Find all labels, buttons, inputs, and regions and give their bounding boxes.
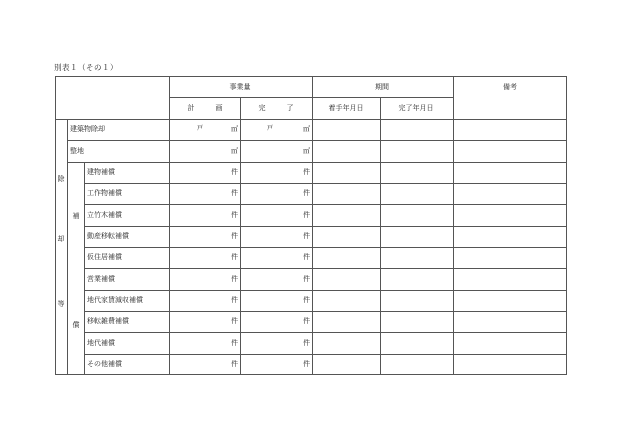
done-unit: 件 — [303, 189, 310, 198]
row-label: 動産移転補償 — [87, 231, 129, 240]
plan-unit: 件 — [231, 253, 238, 262]
plan-unit: ㎡ — [231, 125, 238, 134]
row-divider — [84, 311, 567, 312]
plan-unit: 件 — [231, 317, 238, 326]
side-label-sho: 償 — [72, 321, 80, 329]
plan-unit: 件 — [231, 338, 238, 347]
header-jigyoryo: 事業量 — [229, 83, 251, 91]
done-unit: 件 — [303, 295, 310, 304]
row-label: 工作物補償 — [87, 189, 122, 198]
header-divider — [169, 97, 453, 98]
header-chakushu: 着手年月日 — [328, 104, 364, 112]
row-label: 移転雑費補償 — [87, 317, 129, 326]
row-divider — [67, 140, 567, 141]
done-unit: 件 — [303, 338, 310, 347]
plan-prefix: 戸 — [197, 125, 204, 133]
row-divider — [84, 183, 567, 184]
row-label: 仮住居補償 — [87, 253, 122, 262]
side-label-jo: 除 — [57, 175, 65, 183]
done-unit: 件 — [303, 210, 310, 219]
header-bottom-rule — [55, 119, 567, 120]
row-divider — [67, 162, 567, 163]
row-divider — [84, 332, 567, 333]
plan-unit: 件 — [231, 274, 238, 283]
done-unit: 件 — [303, 253, 310, 262]
row-divider — [84, 290, 567, 291]
header-keikaku: 計 画 — [187, 104, 223, 112]
project-table — [55, 76, 567, 375]
header-kikan: 期間 — [375, 83, 389, 91]
row-label: 地代補償 — [87, 338, 115, 347]
plan-unit: 件 — [231, 167, 238, 176]
row-divider — [84, 226, 567, 227]
row-label: 整地 — [70, 146, 84, 155]
side-label-ho: 補 — [72, 212, 80, 220]
done-prefix: 戸 — [267, 125, 274, 133]
done-unit: 件 — [303, 317, 310, 326]
plan-unit: 件 — [231, 189, 238, 198]
plan-unit: 件 — [231, 295, 238, 304]
col-line-end — [380, 97, 381, 375]
row-label: 地代家賃減収補償 — [87, 295, 143, 304]
done-unit: 件 — [303, 359, 310, 368]
plan-unit: 件 — [231, 359, 238, 368]
side-label-to: 等 — [57, 300, 65, 308]
header-biko: 備考 — [503, 83, 517, 91]
row-divider — [84, 247, 567, 248]
row-label: 建築物除却 — [70, 125, 105, 134]
done-unit: 件 — [303, 167, 310, 176]
done-unit: 件 — [303, 274, 310, 283]
plan-unit: ㎡ — [231, 146, 238, 155]
header-kanryo-date: 完了年月日 — [398, 104, 434, 112]
row-label: 営業補償 — [87, 274, 115, 283]
page-title: 別表１（その１） — [54, 63, 118, 72]
row-divider — [84, 354, 567, 355]
side-col-line — [67, 119, 68, 375]
side-label-kyaku: 却 — [57, 235, 65, 243]
done-unit: 件 — [303, 231, 310, 240]
row-label: 立竹木補償 — [87, 210, 122, 219]
done-unit: ㎡ — [303, 125, 310, 134]
col-line-done — [240, 97, 241, 375]
header-kanryo: 完 了 — [258, 104, 294, 112]
row-divider — [84, 268, 567, 269]
row-divider — [84, 204, 567, 205]
row-label: 建物補償 — [87, 167, 115, 176]
done-unit: ㎡ — [303, 146, 310, 155]
row-label: その他補償 — [87, 359, 122, 368]
plan-unit: 件 — [231, 231, 238, 240]
plan-unit: 件 — [231, 210, 238, 219]
